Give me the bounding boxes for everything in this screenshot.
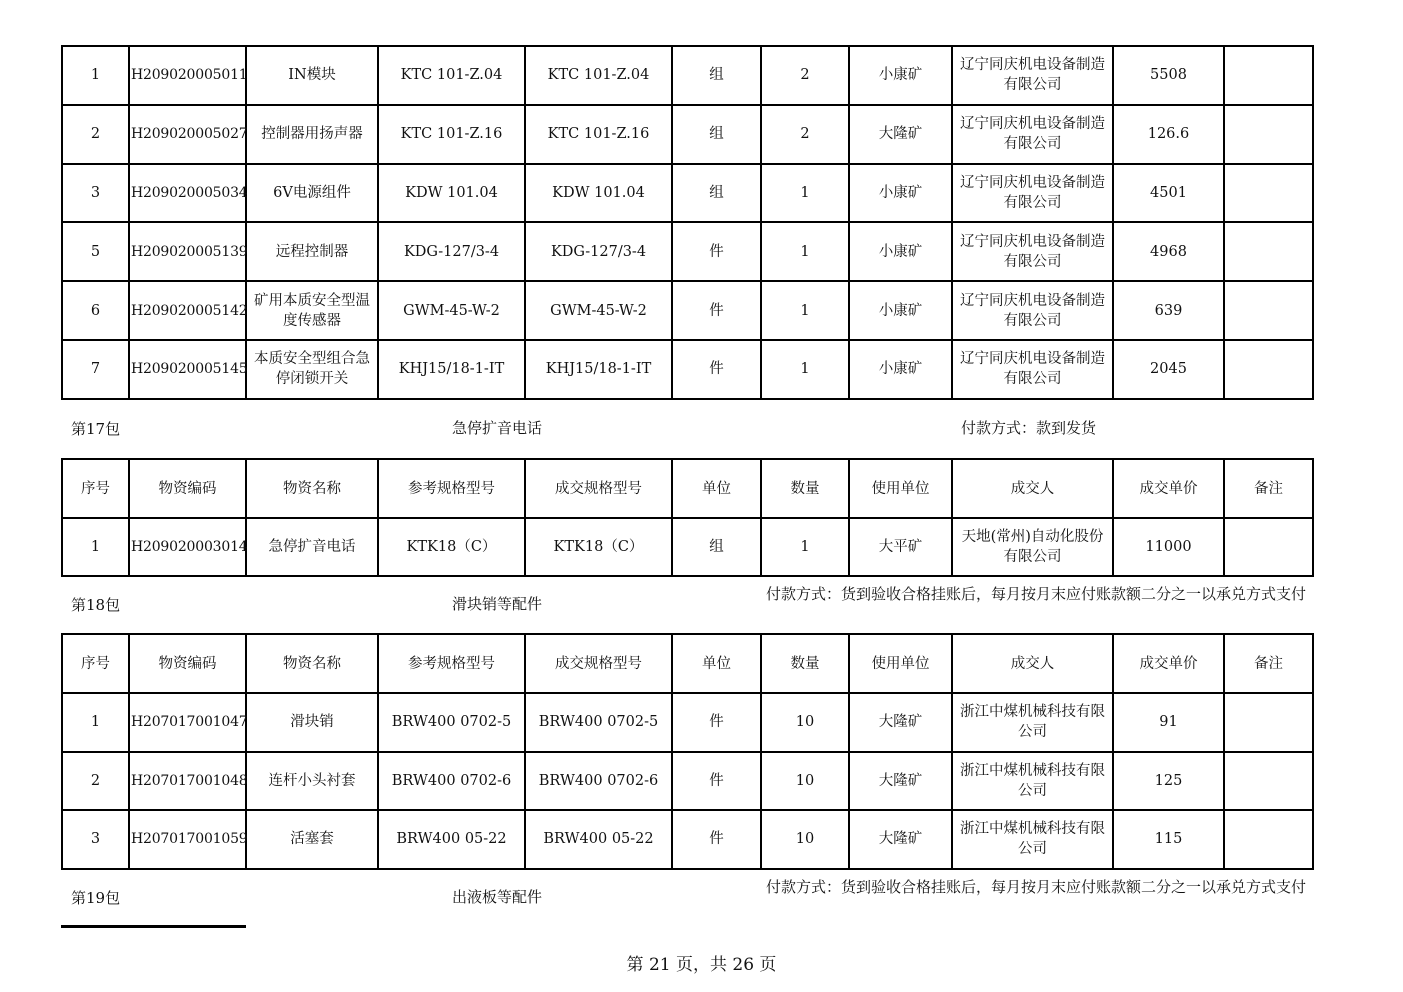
cell-ref-spec: KTC 101-Z.04 bbox=[378, 46, 525, 105]
cell-remark bbox=[1224, 518, 1313, 576]
cell-deal-spec: KHJ15/18-1-IT bbox=[525, 340, 672, 399]
cell-unit: 件 bbox=[672, 340, 761, 399]
cell-deal-spec: KTC 101-Z.04 bbox=[525, 46, 672, 105]
header-unit: 单位 bbox=[672, 634, 761, 693]
cell-supplier: 辽宁同庆机电设备制造有限公司 bbox=[952, 222, 1113, 281]
cell-deal-spec: BRW400 0702-5 bbox=[525, 693, 672, 752]
cell-supplier: 天地(常州)自动化股份有限公司 bbox=[952, 518, 1113, 576]
header-remark: 备注 bbox=[1224, 634, 1313, 693]
cell-ref-spec: KDG-127/3-4 bbox=[378, 222, 525, 281]
cell-unit: 组 bbox=[672, 46, 761, 105]
header-ref-spec: 参考规格型号 bbox=[378, 634, 525, 693]
cell-qty: 2 bbox=[761, 105, 849, 164]
cell-ref-spec: KDW 101.04 bbox=[378, 164, 525, 223]
cell-remark bbox=[1224, 693, 1313, 752]
cell-qty: 1 bbox=[761, 164, 849, 223]
cell-remark bbox=[1224, 105, 1313, 164]
cell-user: 大隆矿 bbox=[849, 810, 952, 869]
cell-seq: 5 bbox=[62, 222, 129, 281]
cell-name: 矿用本质安全型温度传感器 bbox=[246, 281, 378, 340]
pkg17-table bbox=[61, 458, 1314, 577]
table-row bbox=[62, 281, 1313, 340]
cell-qty: 10 bbox=[761, 752, 849, 811]
cell-price: 2045 bbox=[1113, 340, 1224, 399]
header-unit: 单位 bbox=[672, 459, 761, 518]
cell-user: 小康矿 bbox=[849, 46, 952, 105]
table-row bbox=[62, 340, 1313, 399]
header-seq: 序号 bbox=[62, 634, 129, 693]
cell-qty: 1 bbox=[761, 281, 849, 340]
header-deal-spec: 成交规格型号 bbox=[525, 634, 672, 693]
table-row bbox=[62, 752, 1313, 811]
cell-supplier: 浙江中煤机械科技有限公司 bbox=[952, 752, 1113, 811]
cell-supplier: 浙江中煤机械科技有限公司 bbox=[952, 810, 1113, 869]
table-row bbox=[62, 46, 1313, 105]
cell-ref-spec: KTC 101-Z.16 bbox=[378, 105, 525, 164]
pkg18-label: 第18包 bbox=[71, 596, 121, 614]
cell-deal-spec: GWM-45-W-2 bbox=[525, 281, 672, 340]
cell-supplier: 浙江中煤机械科技有限公司 bbox=[952, 693, 1113, 752]
cell-seq: 3 bbox=[62, 164, 129, 223]
cell-user: 大隆矿 bbox=[849, 752, 952, 811]
cell-unit: 组 bbox=[672, 518, 761, 576]
cell-code: H209020005139 bbox=[129, 222, 246, 281]
cell-seq: 7 bbox=[62, 340, 129, 399]
cell-price: 5508 bbox=[1113, 46, 1224, 105]
cell-price: 4968 bbox=[1113, 222, 1224, 281]
cell-user: 小康矿 bbox=[849, 164, 952, 223]
cell-seq: 6 bbox=[62, 281, 129, 340]
header-code: 物资编码 bbox=[129, 634, 246, 693]
table-body bbox=[62, 693, 1313, 869]
cell-price: 125 bbox=[1113, 752, 1224, 811]
cell-price: 91 bbox=[1113, 693, 1224, 752]
cell-seq: 3 bbox=[62, 810, 129, 869]
header-name: 物资名称 bbox=[246, 459, 378, 518]
cell-seq: 2 bbox=[62, 752, 129, 811]
cell-code: H209020005034 bbox=[129, 164, 246, 223]
cell-remark bbox=[1224, 222, 1313, 281]
cell-unit: 件 bbox=[672, 222, 761, 281]
cell-price: 126.6 bbox=[1113, 105, 1224, 164]
pkg19-payment: 付款方式：货到验收合格挂账后，每月按月末应付账款额二分之一以承兑方式支付 bbox=[766, 878, 1307, 896]
header-row bbox=[62, 459, 1313, 518]
cell-unit: 件 bbox=[672, 281, 761, 340]
table-header bbox=[62, 634, 1313, 693]
header-seq: 序号 bbox=[62, 459, 129, 518]
cell-user: 大平矿 bbox=[849, 518, 952, 576]
header-price: 成交单价 bbox=[1113, 634, 1224, 693]
header-row bbox=[62, 634, 1313, 693]
cell-code: H207017001048 bbox=[129, 752, 246, 811]
cell-name: 控制器用扬声器 bbox=[246, 105, 378, 164]
cell-unit: 组 bbox=[672, 164, 761, 223]
table-header bbox=[62, 459, 1313, 518]
pkg17-title: 急停扩音电话 bbox=[452, 419, 543, 437]
cell-name: 滑块销 bbox=[246, 693, 378, 752]
cell-seq: 1 bbox=[62, 46, 129, 105]
cell-remark bbox=[1224, 340, 1313, 399]
header-remark: 备注 bbox=[1224, 459, 1313, 518]
header-qty: 数量 bbox=[761, 459, 849, 518]
cell-remark bbox=[1224, 281, 1313, 340]
cell-deal-spec: KDW 101.04 bbox=[525, 164, 672, 223]
table-row bbox=[62, 693, 1313, 752]
cell-remark bbox=[1224, 164, 1313, 223]
section-rule bbox=[61, 925, 246, 928]
pkg18-table bbox=[61, 633, 1314, 870]
cell-qty: 2 bbox=[761, 46, 849, 105]
cell-user: 小康矿 bbox=[849, 281, 952, 340]
cell-qty: 10 bbox=[761, 810, 849, 869]
cell-ref-spec: KHJ15/18-1-IT bbox=[378, 340, 525, 399]
cell-name: 活塞套 bbox=[246, 810, 378, 869]
cell-deal-spec: BRW400 05-22 bbox=[525, 810, 672, 869]
cell-qty: 1 bbox=[761, 518, 849, 576]
cell-ref-spec: BRW400 05-22 bbox=[378, 810, 525, 869]
header-user: 使用单位 bbox=[849, 459, 952, 518]
cell-ref-spec: KTK18（C） bbox=[378, 518, 525, 576]
cell-ref-spec: BRW400 0702-5 bbox=[378, 693, 525, 752]
cell-price: 4501 bbox=[1113, 164, 1224, 223]
cell-name: 远程控制器 bbox=[246, 222, 378, 281]
cell-unit: 件 bbox=[672, 752, 761, 811]
pkg19-label: 第19包 bbox=[71, 889, 121, 907]
cell-ref-spec: BRW400 0702-6 bbox=[378, 752, 525, 811]
cell-unit: 件 bbox=[672, 810, 761, 869]
cell-deal-spec: KTK18（C） bbox=[525, 518, 672, 576]
items-table-continued bbox=[61, 45, 1314, 400]
cell-user: 大隆矿 bbox=[849, 105, 952, 164]
cell-code: H209020003014 bbox=[129, 518, 246, 576]
header-user: 使用单位 bbox=[849, 634, 952, 693]
cell-price: 11000 bbox=[1113, 518, 1224, 576]
header-qty: 数量 bbox=[761, 634, 849, 693]
cell-code: H209020005027 bbox=[129, 105, 246, 164]
cell-supplier: 辽宁同庆机电设备制造有限公司 bbox=[952, 164, 1113, 223]
cell-code: H207017001047 bbox=[129, 693, 246, 752]
cell-name: IN模块 bbox=[246, 46, 378, 105]
pkg17-label: 第17包 bbox=[71, 420, 121, 438]
cell-supplier: 辽宁同庆机电设备制造有限公司 bbox=[952, 340, 1113, 399]
cell-name: 连杆小头衬套 bbox=[246, 752, 378, 811]
cell-code: H209020005142 bbox=[129, 281, 246, 340]
cell-qty: 10 bbox=[761, 693, 849, 752]
pkg17-payment: 付款方式：款到发货 bbox=[961, 419, 1097, 437]
cell-ref-spec: GWM-45-W-2 bbox=[378, 281, 525, 340]
cell-supplier: 辽宁同庆机电设备制造有限公司 bbox=[952, 281, 1113, 340]
cell-unit: 组 bbox=[672, 105, 761, 164]
cell-deal-spec: KDG-127/3-4 bbox=[525, 222, 672, 281]
cell-user: 小康矿 bbox=[849, 340, 952, 399]
header-price: 成交单价 bbox=[1113, 459, 1224, 518]
table-body bbox=[62, 518, 1313, 576]
cell-supplier: 辽宁同庆机电设备制造有限公司 bbox=[952, 46, 1113, 105]
pkg19-title: 出液板等配件 bbox=[452, 888, 543, 906]
header-ref-spec: 参考规格型号 bbox=[378, 459, 525, 518]
header-name: 物资名称 bbox=[246, 634, 378, 693]
page-number: 第 21 页，共 26 页 bbox=[626, 955, 777, 975]
cell-qty: 1 bbox=[761, 222, 849, 281]
cell-user: 小康矿 bbox=[849, 222, 952, 281]
cell-remark bbox=[1224, 46, 1313, 105]
cell-code: H209020005011 bbox=[129, 46, 246, 105]
table-row bbox=[62, 105, 1313, 164]
table-row bbox=[62, 518, 1313, 576]
header-supplier: 成交人 bbox=[952, 459, 1113, 518]
cell-unit: 件 bbox=[672, 693, 761, 752]
table-body bbox=[62, 46, 1313, 399]
table-row bbox=[62, 222, 1313, 281]
cell-code: H209020005145 bbox=[129, 340, 246, 399]
cell-name: 急停扩音电话 bbox=[246, 518, 378, 576]
cell-price: 115 bbox=[1113, 810, 1224, 869]
cell-remark bbox=[1224, 810, 1313, 869]
pkg18-title: 滑块销等配件 bbox=[452, 595, 543, 613]
cell-code: H207017001059 bbox=[129, 810, 246, 869]
pkg18-payment: 付款方式：货到验收合格挂账后，每月按月末应付账款额二分之一以承兑方式支付 bbox=[766, 585, 1307, 603]
cell-name: 本质安全型组合急停闭锁开关 bbox=[246, 340, 378, 399]
cell-supplier: 辽宁同庆机电设备制造有限公司 bbox=[952, 105, 1113, 164]
cell-price: 639 bbox=[1113, 281, 1224, 340]
table-row bbox=[62, 164, 1313, 223]
cell-deal-spec: KTC 101-Z.16 bbox=[525, 105, 672, 164]
cell-seq: 1 bbox=[62, 518, 129, 576]
cell-user: 大隆矿 bbox=[849, 693, 952, 752]
cell-seq: 2 bbox=[62, 105, 129, 164]
header-code: 物资编码 bbox=[129, 459, 246, 518]
cell-name: 6V电源组件 bbox=[246, 164, 378, 223]
cell-remark bbox=[1224, 752, 1313, 811]
table-row bbox=[62, 810, 1313, 869]
header-supplier: 成交人 bbox=[952, 634, 1113, 693]
header-deal-spec: 成交规格型号 bbox=[525, 459, 672, 518]
cell-qty: 1 bbox=[761, 340, 849, 399]
cell-seq: 1 bbox=[62, 693, 129, 752]
cell-deal-spec: BRW400 0702-6 bbox=[525, 752, 672, 811]
